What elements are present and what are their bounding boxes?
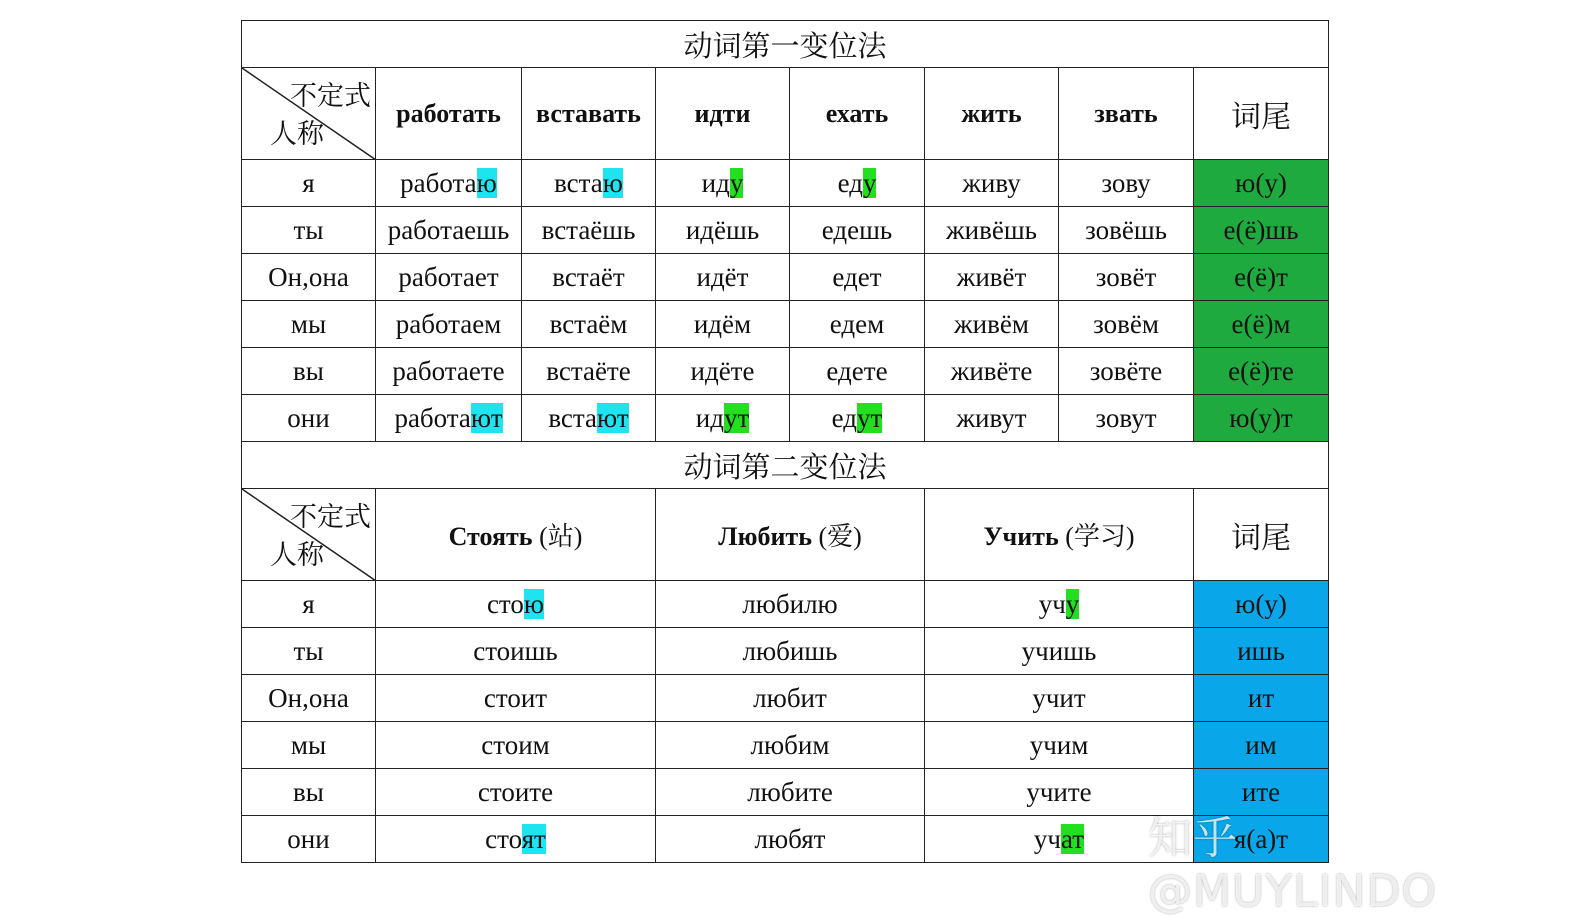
corner-header-2	[242, 489, 376, 581]
verb-form-cell	[656, 816, 925, 863]
verb-form-cell	[376, 207, 522, 254]
verb-form-stem: работаем	[395, 308, 502, 339]
verb-form-stem: работаете	[392, 355, 505, 386]
verb-form-stem: ид	[701, 167, 730, 198]
verb-form-stem: едем	[829, 308, 885, 339]
verb-form-stem: встаёт	[552, 261, 625, 292]
verb-form-stem: живу	[962, 167, 1021, 198]
person-cell: я	[242, 160, 376, 207]
verb-form-stem: любилю	[742, 588, 838, 619]
infinitive-label: 不定式	[290, 81, 371, 111]
ending-cell: я(а)т	[1194, 816, 1329, 863]
person-cell: ты	[242, 207, 376, 254]
verb-form-stem: стоишь	[473, 635, 558, 666]
person-cell: я	[242, 581, 376, 628]
table2-row	[242, 628, 1329, 675]
verb-form-stem: едет	[832, 261, 882, 292]
verb-form-stem: идёшь	[685, 214, 760, 245]
person-cell: мы	[242, 301, 376, 348]
verb-form-highlighted-ending: ут	[857, 402, 883, 433]
verb-form-highlighted-ending: ют	[470, 402, 503, 433]
verb-form-cell	[522, 160, 656, 207]
verb-form-stem: работаешь	[387, 214, 510, 245]
verb-form-cell	[376, 816, 656, 863]
verb-form-cell	[925, 816, 1194, 863]
verb-form-cell	[376, 722, 656, 769]
verb-form-highlighted-ending: ат	[1061, 823, 1085, 854]
verb-form-highlighted-ending: ют	[597, 402, 629, 433]
verb-form-cell	[656, 254, 790, 301]
verb-form-stem: живёт	[956, 261, 1027, 292]
table2-row	[242, 722, 1329, 769]
verb-form-cell	[376, 254, 522, 301]
infinitive-header: звать	[1059, 68, 1194, 160]
verb-form-stem: уч	[1038, 588, 1066, 619]
verb-form-cell	[522, 301, 656, 348]
table1-row	[242, 348, 1329, 395]
verb-form-cell	[925, 348, 1059, 395]
person-cell: вы	[242, 769, 376, 816]
verb-form-stem: идёте	[690, 355, 755, 386]
person-cell: Он,она	[242, 675, 376, 722]
infinitive-header	[925, 489, 1194, 581]
verb-form-cell	[656, 722, 925, 769]
verb-form-cell	[1059, 348, 1194, 395]
person-cell: они	[242, 395, 376, 442]
verb-form-cell	[522, 348, 656, 395]
verb-form-highlighted-ending: ят	[521, 823, 546, 854]
table1-row	[242, 254, 1329, 301]
infinitive-gloss: (站)	[539, 522, 583, 551]
verb-form-stem: стоит	[483, 682, 548, 713]
verb-form-cell	[656, 675, 925, 722]
verb-form-stem: живут	[956, 402, 1027, 433]
table2-row	[242, 675, 1329, 722]
ending-cell: им	[1194, 722, 1329, 769]
verb-form-stem: работа	[394, 402, 471, 433]
verb-form-cell	[925, 769, 1194, 816]
table1-title: 动词第一变位法	[242, 21, 1329, 68]
ending-cell: е(ё)т	[1194, 254, 1329, 301]
verb-form-cell	[925, 628, 1194, 675]
verb-form-stem: едешь	[821, 214, 893, 245]
verb-form-cell	[522, 207, 656, 254]
verb-form-stem: живём	[954, 308, 1029, 339]
verb-form-cell	[376, 628, 656, 675]
verb-form-cell	[790, 207, 925, 254]
ending-cell: ю(у)	[1194, 581, 1329, 628]
verb-form-stem: учим	[1029, 729, 1089, 760]
verb-form-cell	[656, 348, 790, 395]
infinitive-header	[376, 489, 656, 581]
conjugation-table	[241, 20, 1329, 863]
ending-header: 词尾	[1194, 68, 1329, 160]
person-cell: ты	[242, 628, 376, 675]
verb-form-stem: любишь	[742, 635, 838, 666]
ending-cell: ю(у)	[1194, 160, 1329, 207]
verb-form-cell	[925, 301, 1059, 348]
verb-form-highlighted-ending: у	[729, 167, 744, 198]
verb-form-stem: зовёт	[1095, 261, 1157, 292]
verb-form-cell	[925, 675, 1194, 722]
verb-form-cell	[1059, 207, 1194, 254]
verb-form-cell	[376, 581, 656, 628]
infinitive-header: ехать	[790, 68, 925, 160]
verb-form-stem: любит	[753, 682, 827, 713]
verb-form-cell	[925, 207, 1059, 254]
ending-cell: ю(у)т	[1194, 395, 1329, 442]
verb-form-stem: работа	[400, 167, 477, 198]
ending-cell: е(ё)м	[1194, 301, 1329, 348]
table1-row	[242, 301, 1329, 348]
verb-form-cell	[656, 301, 790, 348]
verb-form-stem: живёшь	[946, 214, 1037, 245]
verb-form-stem: любите	[747, 776, 833, 807]
table1-row	[242, 160, 1329, 207]
verb-form-cell	[925, 722, 1194, 769]
verb-form-cell	[790, 254, 925, 301]
table2-row	[242, 816, 1329, 863]
table1-row	[242, 395, 1329, 442]
verb-form-cell	[790, 395, 925, 442]
verb-form-cell	[522, 254, 656, 301]
verb-form-stem: ед	[831, 402, 858, 433]
verb-form-cell	[790, 301, 925, 348]
infinitive-header: работать	[376, 68, 522, 160]
verb-form-cell	[656, 395, 790, 442]
verb-form-cell	[925, 581, 1194, 628]
verb-form-cell	[925, 160, 1059, 207]
verb-form-stem: работает	[398, 261, 499, 292]
table2-title: 动词第二变位法	[242, 442, 1329, 489]
verb-form-stem: зову	[1101, 167, 1151, 198]
table1-row	[242, 207, 1329, 254]
verb-form-stem: вста	[554, 167, 603, 198]
verb-form-cell	[656, 581, 925, 628]
verb-form-highlighted-ending: ю	[602, 167, 623, 198]
watermark: 知乎 @MUYLINDO	[1148, 813, 1437, 917]
verb-form-cell	[1059, 254, 1194, 301]
person-label: 人称	[270, 119, 324, 149]
verb-form-stem: зовём	[1093, 308, 1159, 339]
verb-form-stem: учишь	[1021, 635, 1097, 666]
verb-form-highlighted-ending: у	[862, 167, 877, 198]
verb-form-cell	[376, 348, 522, 395]
verb-form-cell	[376, 301, 522, 348]
verb-form-cell	[1059, 160, 1194, 207]
ending-cell: ит	[1194, 675, 1329, 722]
verb-form-stem: встаём	[549, 308, 628, 339]
verb-form-stem: ид	[695, 402, 724, 433]
verb-form-stem: стоите	[477, 776, 554, 807]
infinitive-gloss: (爱)	[818, 522, 862, 551]
verb-form-stem: встаёшь	[541, 214, 636, 245]
verb-form-stem: учите	[1026, 776, 1092, 807]
verb-form-stem: сто	[486, 588, 524, 619]
verb-form-stem: вста	[548, 402, 598, 433]
infinitive-header: жить	[925, 68, 1059, 160]
verb-form-stem: учит	[1032, 682, 1086, 713]
table1-header-row	[242, 68, 1329, 160]
verb-form-stem: зовёшь	[1085, 214, 1167, 245]
verb-form-stem: едете	[826, 355, 888, 386]
verb-form-stem: живёте	[950, 355, 1033, 386]
table2-row	[242, 769, 1329, 816]
person-label: 人称	[270, 540, 324, 570]
infinitive-word: Стоять	[448, 522, 533, 551]
verb-form-highlighted-ending: у	[1065, 588, 1080, 619]
ending-header: 词尾	[1194, 489, 1329, 581]
verb-form-stem: стоим	[481, 729, 550, 760]
verb-form-cell	[656, 160, 790, 207]
verb-form-stem: зовут	[1095, 402, 1157, 433]
verb-form-cell	[376, 769, 656, 816]
verb-form-cell	[522, 395, 656, 442]
verb-form-cell	[925, 395, 1059, 442]
ending-cell: ишь	[1194, 628, 1329, 675]
ending-cell: ите	[1194, 769, 1329, 816]
verb-form-cell	[790, 348, 925, 395]
verb-form-stem: уч	[1033, 823, 1061, 854]
person-cell: Он,она	[242, 254, 376, 301]
infinitive-header: идти	[656, 68, 790, 160]
infinitive-word: Любить	[718, 522, 812, 551]
infinitive-header	[656, 489, 925, 581]
verb-form-cell	[656, 207, 790, 254]
person-cell: вы	[242, 348, 376, 395]
table2-title-row	[242, 442, 1329, 489]
infinitive-word: Учить	[983, 522, 1059, 551]
verb-form-cell	[376, 395, 522, 442]
table2-row	[242, 581, 1329, 628]
infinitive-label: 不定式	[290, 502, 371, 532]
table2-header-row	[242, 489, 1329, 581]
verb-form-cell	[1059, 395, 1194, 442]
corner-header-1	[242, 68, 376, 160]
conjugation-sheet	[241, 20, 1437, 917]
person-cell: они	[242, 816, 376, 863]
verb-form-stem: идём	[693, 308, 752, 339]
verb-form-cell	[925, 254, 1059, 301]
verb-form-cell	[656, 769, 925, 816]
verb-form-stem: идёт	[696, 261, 749, 292]
verb-form-stem: любят	[754, 823, 826, 854]
verb-form-highlighted-ending: ю	[523, 588, 545, 619]
verb-form-stem: ед	[837, 167, 863, 198]
verb-form-cell	[656, 628, 925, 675]
verb-form-stem: сто	[485, 823, 522, 854]
person-cell: мы	[242, 722, 376, 769]
infinitive-header: вставать	[522, 68, 656, 160]
verb-form-stem: любим	[750, 729, 830, 760]
verb-form-stem: зовёте	[1089, 355, 1163, 386]
verb-form-highlighted-ending: ю	[476, 167, 497, 198]
verb-form-stem: встаёте	[546, 355, 631, 386]
verb-form-cell	[1059, 301, 1194, 348]
verb-form-cell	[790, 160, 925, 207]
verb-form-cell	[376, 160, 522, 207]
verb-form-cell	[376, 675, 656, 722]
infinitive-gloss: (学习)	[1065, 522, 1135, 551]
ending-cell: е(ё)те	[1194, 348, 1329, 395]
ending-cell: е(ё)шь	[1194, 207, 1329, 254]
verb-form-highlighted-ending: ут	[723, 402, 750, 433]
table1-title-row	[242, 21, 1329, 68]
